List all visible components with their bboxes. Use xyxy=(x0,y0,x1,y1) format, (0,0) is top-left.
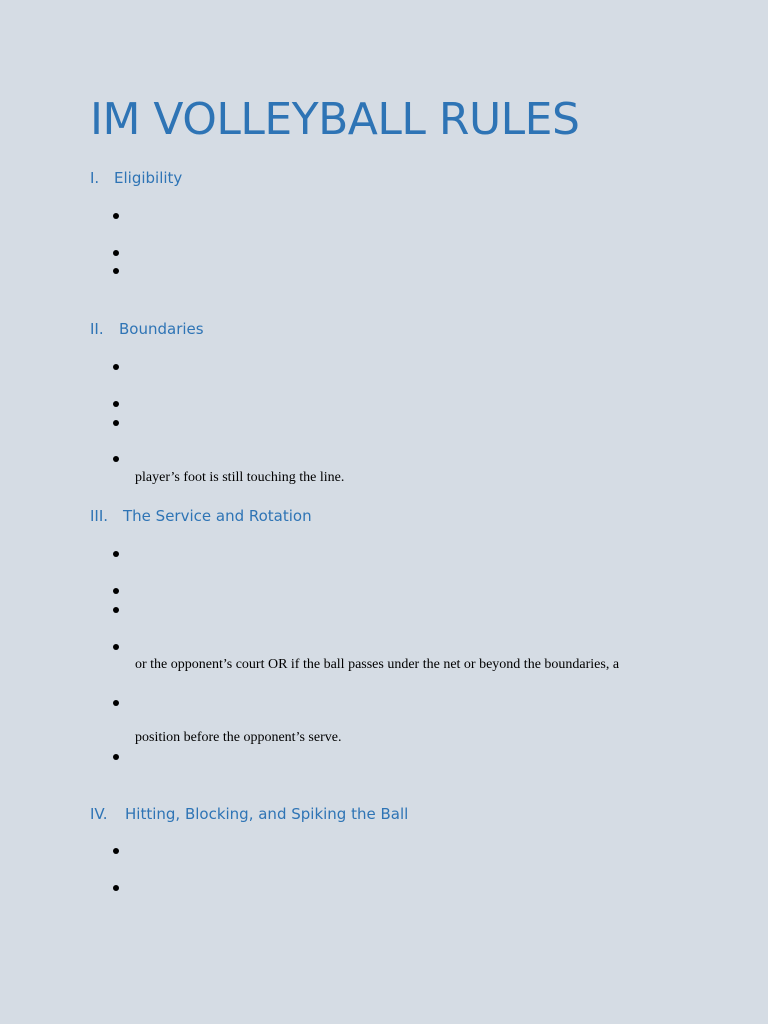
section-title: Boundaries xyxy=(119,320,204,338)
list-bullet xyxy=(113,754,119,760)
list-bullet xyxy=(113,588,119,594)
list-bullet xyxy=(113,268,119,274)
body-text-line: position before the opponent’s serve. xyxy=(135,730,342,745)
section-numeral: III. xyxy=(90,507,109,525)
body-text-line: or the opponent’s court OR if the ball passes under the net or beyond the boundaries, a xyxy=(135,657,620,672)
section-heading-service-rotation xyxy=(90,506,312,526)
list-bullet xyxy=(113,644,119,650)
body-text-line: player’s foot is still touching the line. xyxy=(135,470,345,485)
list-bullet xyxy=(113,700,119,706)
list-bullet xyxy=(113,364,119,370)
section-numeral: I. xyxy=(90,169,100,187)
list-bullet xyxy=(113,607,119,613)
section-numeral: II. xyxy=(90,320,104,338)
section-heading-hitting-blocking-spiking xyxy=(90,804,408,824)
section-numeral: IV. xyxy=(90,805,108,823)
section-title: Eligibility xyxy=(114,169,183,187)
list-bullet xyxy=(113,213,119,219)
document-title: IM VOLLEYBALL RULES xyxy=(90,94,580,145)
list-bullet xyxy=(113,420,119,426)
list-bullet xyxy=(113,885,119,891)
list-bullet xyxy=(113,848,119,854)
list-bullet xyxy=(113,250,119,256)
section-title: The Service and Rotation xyxy=(123,507,312,525)
list-bullet xyxy=(113,401,119,407)
section-heading-boundaries xyxy=(90,319,204,339)
list-bullet xyxy=(113,456,119,462)
section-heading-eligibility xyxy=(90,168,182,188)
list-bullet xyxy=(113,551,119,557)
section-title: Hitting, Blocking, and Spiking the Ball xyxy=(125,805,409,823)
